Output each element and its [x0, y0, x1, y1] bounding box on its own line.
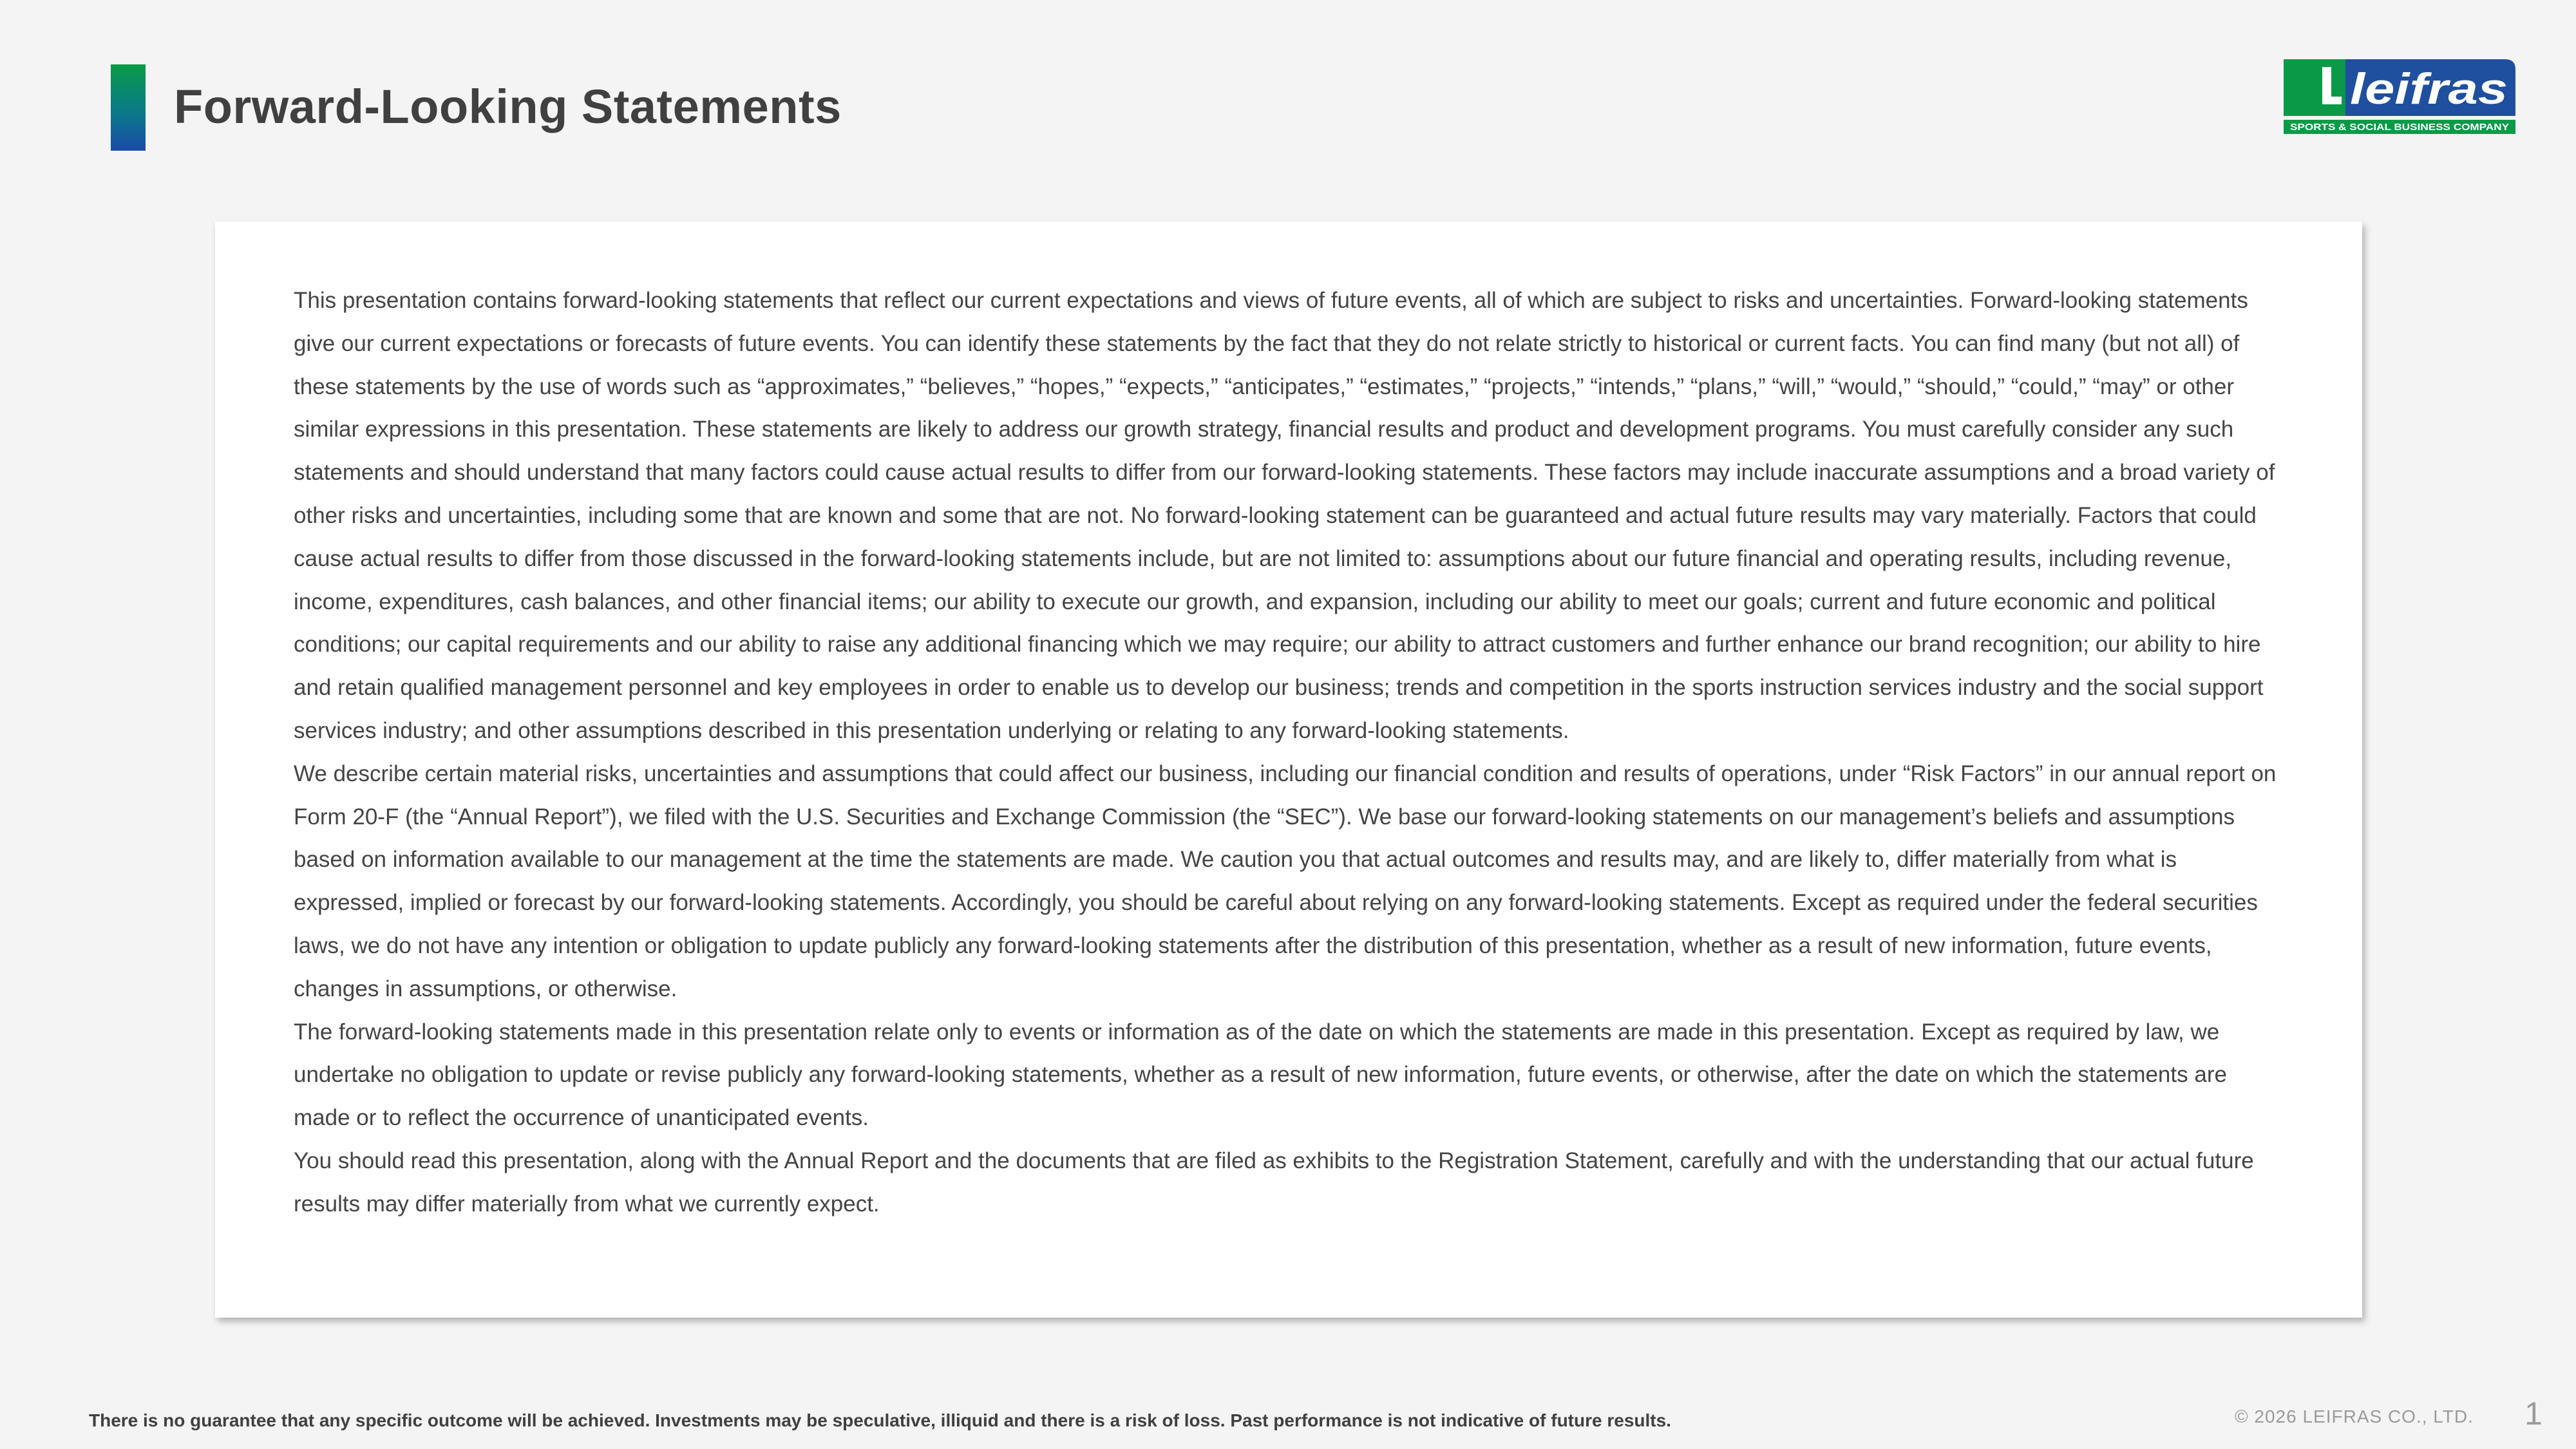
paragraph-read-with-annual-report: You should read this presentation, along with the Annual Report and the documents that are filed as exhibits to the Registration Statement, carefully and with the understanding that our actual future results may differ materially from what we currently expect.	[294, 1148, 2254, 1217]
title-accent-bar	[111, 64, 146, 151]
logo-wordmark: leifras	[2350, 64, 2508, 113]
footer-copyright: © 2026 LEIFRAS CO., LTD.	[2235, 1406, 2474, 1426]
paragraph-risk-factors: We describe certain material risks, uncertainties and assumptions that could affect our business, including our financial condition and results of operations, under “Risk Factors” in our annual report on Form 20-F (the “Annual Report”), we filed with the U.S. Securities and Exchange Commission (the “SEC”). We base our forward-looking statements on our management’s beliefs and assumptions based on information available to our management at the time the statements are made. We caution you that actual outcomes and results may, and are likely to, differ materially from what is expressed, implied or forecast by our forward-looking statements. Accordingly, you should be careful about relying on any forward-looking statements. Except as required under the federal securities laws, we do not have any intention or obligation to update publicly any forward-looking statements after the distribution of this presentation, whether as a result of new information, future events, changes in assumptions, or otherwise.	[294, 761, 2277, 1001]
logo-tagline: SPORTS & SOCIAL BUSINESS COMPANY	[2290, 122, 2509, 133]
paragraph-no-obligation: The forward-looking statements made in this presentation relate only to events or information as of the date on which the statements are made in this presentation. Except as required by law, we undertake no obligation to update or revise publicly any forward-looking statements, whether as a result of new information, future events, or otherwise, after the date on which the statements are made or to reflect the occurrence of unanticipated events.	[294, 1019, 2227, 1131]
footer-disclaimer: There is no guarantee that any specific outcome will be achieved. Investments may be speculative, illiquid and there is a risk of loss. Past performance is not indicative of future results.	[89, 1410, 1671, 1430]
statements-text	[294, 279, 2284, 1226]
content-card	[215, 222, 2362, 1318]
leifras-logo	[2284, 59, 2515, 134]
page-title: Forward-Looking Statements	[174, 80, 842, 133]
paragraph-forward-looking-overview: This presentation contains forward-looking statements that reflect our current expectations and views of future events, all of which are subject to risks and uncertainties. Forward-looking statements give our current expectations or forecasts of future events. You can identify these statements by the fact that they do not relate strictly to historical or current facts. You can find many (but not all) of these statements by the use of words such as “approximates,” “believes,” “hopes,” “expects,” “anticipates,” “estimates,” “projects,” “intends,” “plans,” “will,” “would,” “should,” “could,” “may” or other similar expressions in this presentation. These statements are likely to address our growth strategy, financial results and product and development programs. You must carefully consider any such statements and should understand that many factors could cause actual results to differ from our forward-looking statements. These factors may include inaccurate assumptions and a broad variety of other risks and uncertainties, including some that are known and some that are not. No forward-looking statement can be guaranteed and actual future results may vary materially. Factors that could cause actual results to differ from those discussed in the forward-looking statements include, but are not limited to: assumptions about our future financial and operating results, including revenue, income, expenditures, cash balances, and other financial items; our ability to execute our growth, and expansion, including our ability to meet our goals; current and future economic and political conditions; our capital requirements and our ability to raise any additional financing which we may require; our ability to attract customers and further enhance our brand recognition; our ability to hire and retain qualified management personnel and key employees in order to enable us to develop our business; trends and competition in the sports instruction services industry and the social support services industry; and other assumptions described in this presentation underlying or relating to any forward-looking statements.	[294, 288, 2275, 743]
page-number: 1	[2524, 1396, 2543, 1432]
